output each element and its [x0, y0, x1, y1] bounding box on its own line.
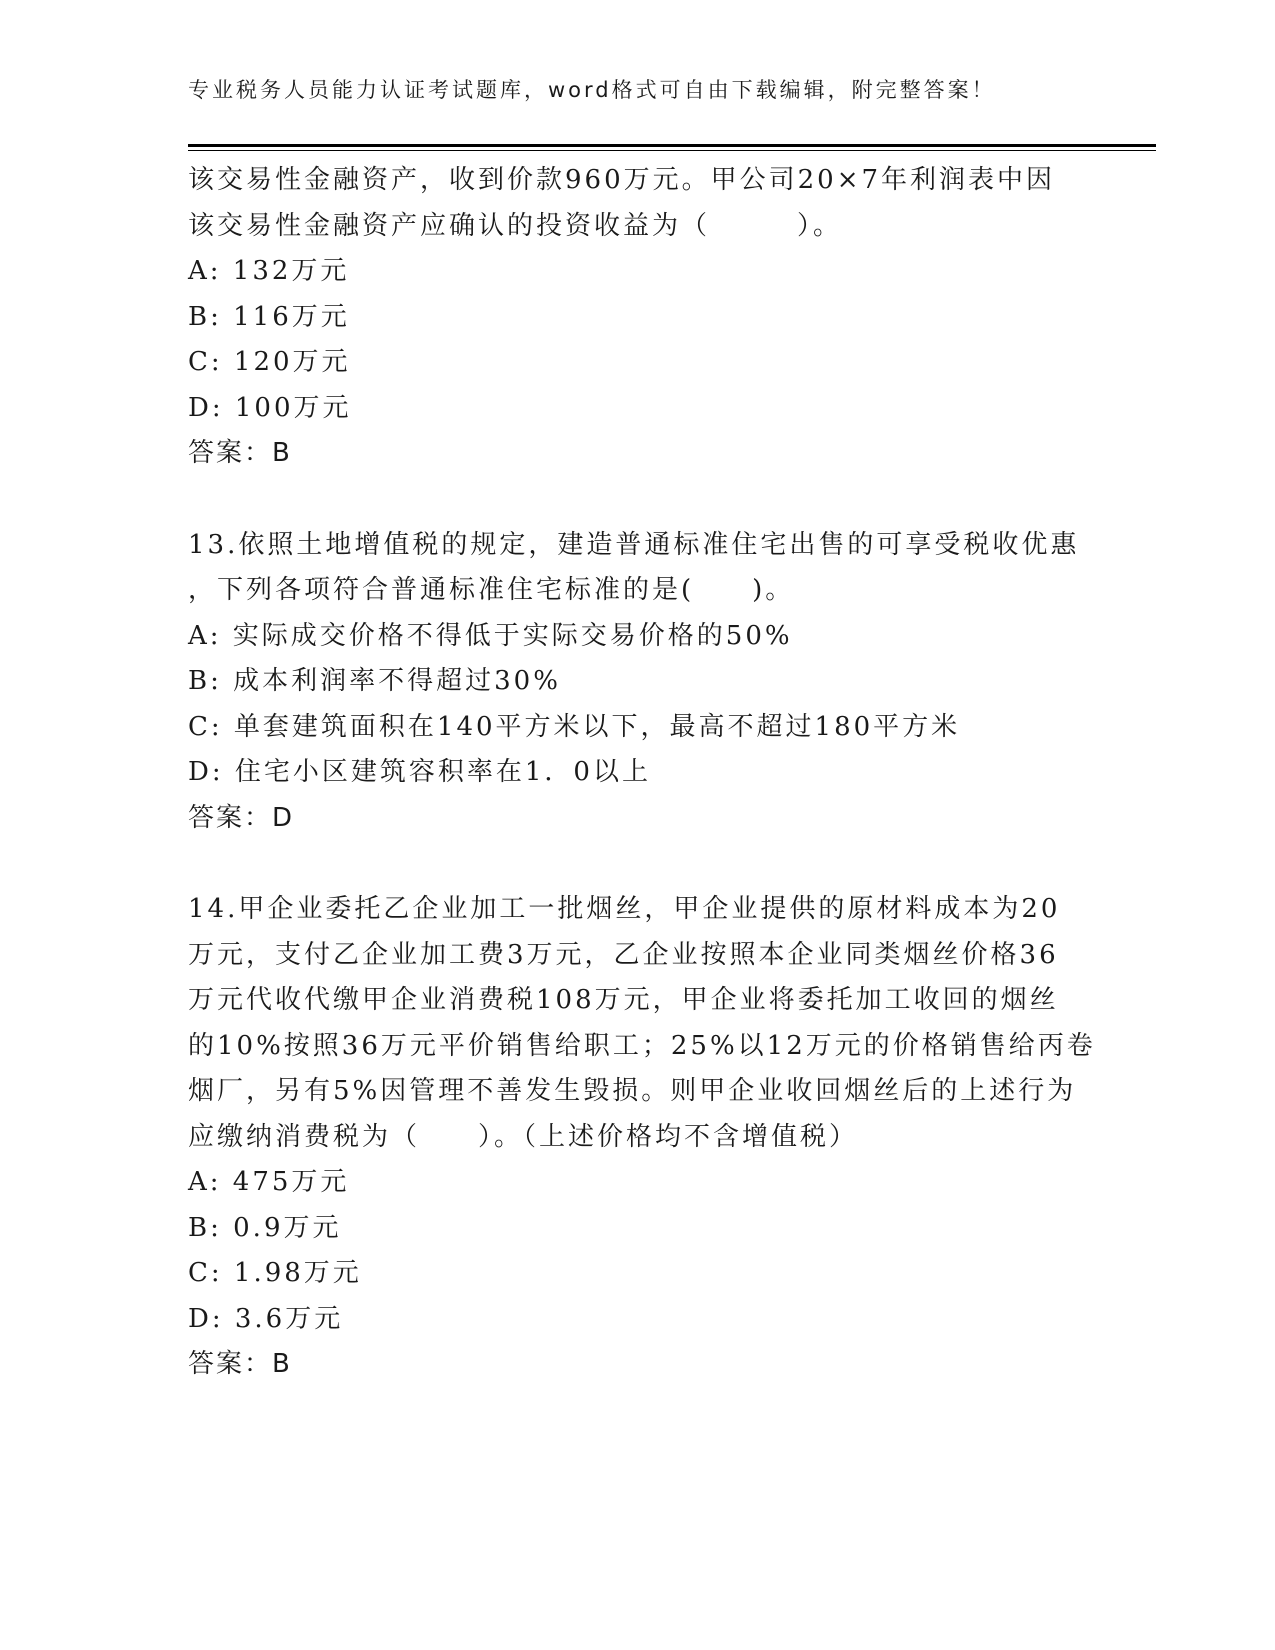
option-b: B: 116万元	[188, 301, 350, 332]
answer-line: 答案：D	[188, 802, 295, 833]
question-stem-line: ，下列各项符合普通标准住宅标准的是( )。	[188, 575, 795, 605]
question-stem-line: 该交易性金融资产应确认的投资收益为（ ）。	[188, 210, 843, 241]
option-d: D: 100万元	[188, 392, 352, 423]
option-a: A: 132万元	[188, 256, 350, 286]
spacer	[188, 477, 1088, 523]
question-content	[188, 158, 1096, 1388]
option-a: A: 475万元	[188, 1167, 350, 1197]
question-12	[188, 158, 1088, 477]
option-b: B: 成本利润率不得超过30%	[188, 666, 561, 696]
question-stem-line: 14.甲企业委托乙企业加工一批烟丝，甲企业提供的原材料成本为20	[188, 894, 1061, 924]
answer-line: 答案：B	[188, 1349, 292, 1379]
question-14	[188, 887, 1096, 1388]
option-c: C: 120万元	[188, 347, 351, 377]
option-d: D: 住宅小区建筑容积率在1．0以上	[188, 757, 651, 787]
answer-line: 答案：B	[188, 438, 292, 468]
option-c: C: 单套建筑面积在140平方米以下，最高不超过180平方米	[188, 711, 961, 742]
question-stem-line: 的10%按照36万元平价销售给职工；25%以12万元的价格销售给丙卷	[188, 1030, 1096, 1061]
question-stem-line: 应缴纳消费税为（ ）。（上述价格均不含增值税）	[188, 1121, 859, 1152]
page-header-note: 专业税务人员能力认证考试题库，word格式可自由下载编辑，附完整答案！	[188, 78, 996, 102]
option-c: C: 1.98万元	[188, 1258, 362, 1288]
spacer	[188, 841, 1088, 887]
question-stem-line: 该交易性金融资产，收到价款960万元。甲公司20×7年利润表中因	[188, 165, 1056, 195]
question-13	[188, 523, 1088, 842]
option-d: D: 3.6万元	[188, 1303, 344, 1334]
option-b: B: 0.9万元	[188, 1212, 342, 1243]
question-stem-line: 烟厂，另有5%因管理不善发生毁损。则甲企业收回烟丝后的上述行为	[188, 1076, 1077, 1106]
question-stem-line: 13.依照土地增值税的规定，建造普通标准住宅出售的可享受税收优惠	[188, 529, 1080, 560]
header-rule-thin	[188, 150, 1156, 151]
question-stem-line: 万元，支付乙企业加工费3万元，乙企业按照本企业同类烟丝价格36	[188, 939, 1059, 970]
question-stem-line: 万元代收代缴甲企业消费税108万元，甲企业将委托加工收回的烟丝	[188, 985, 1059, 1015]
option-a: A: 实际成交价格不得低于实际交易价格的50%	[188, 620, 793, 651]
header-rule-thick	[188, 144, 1156, 147]
